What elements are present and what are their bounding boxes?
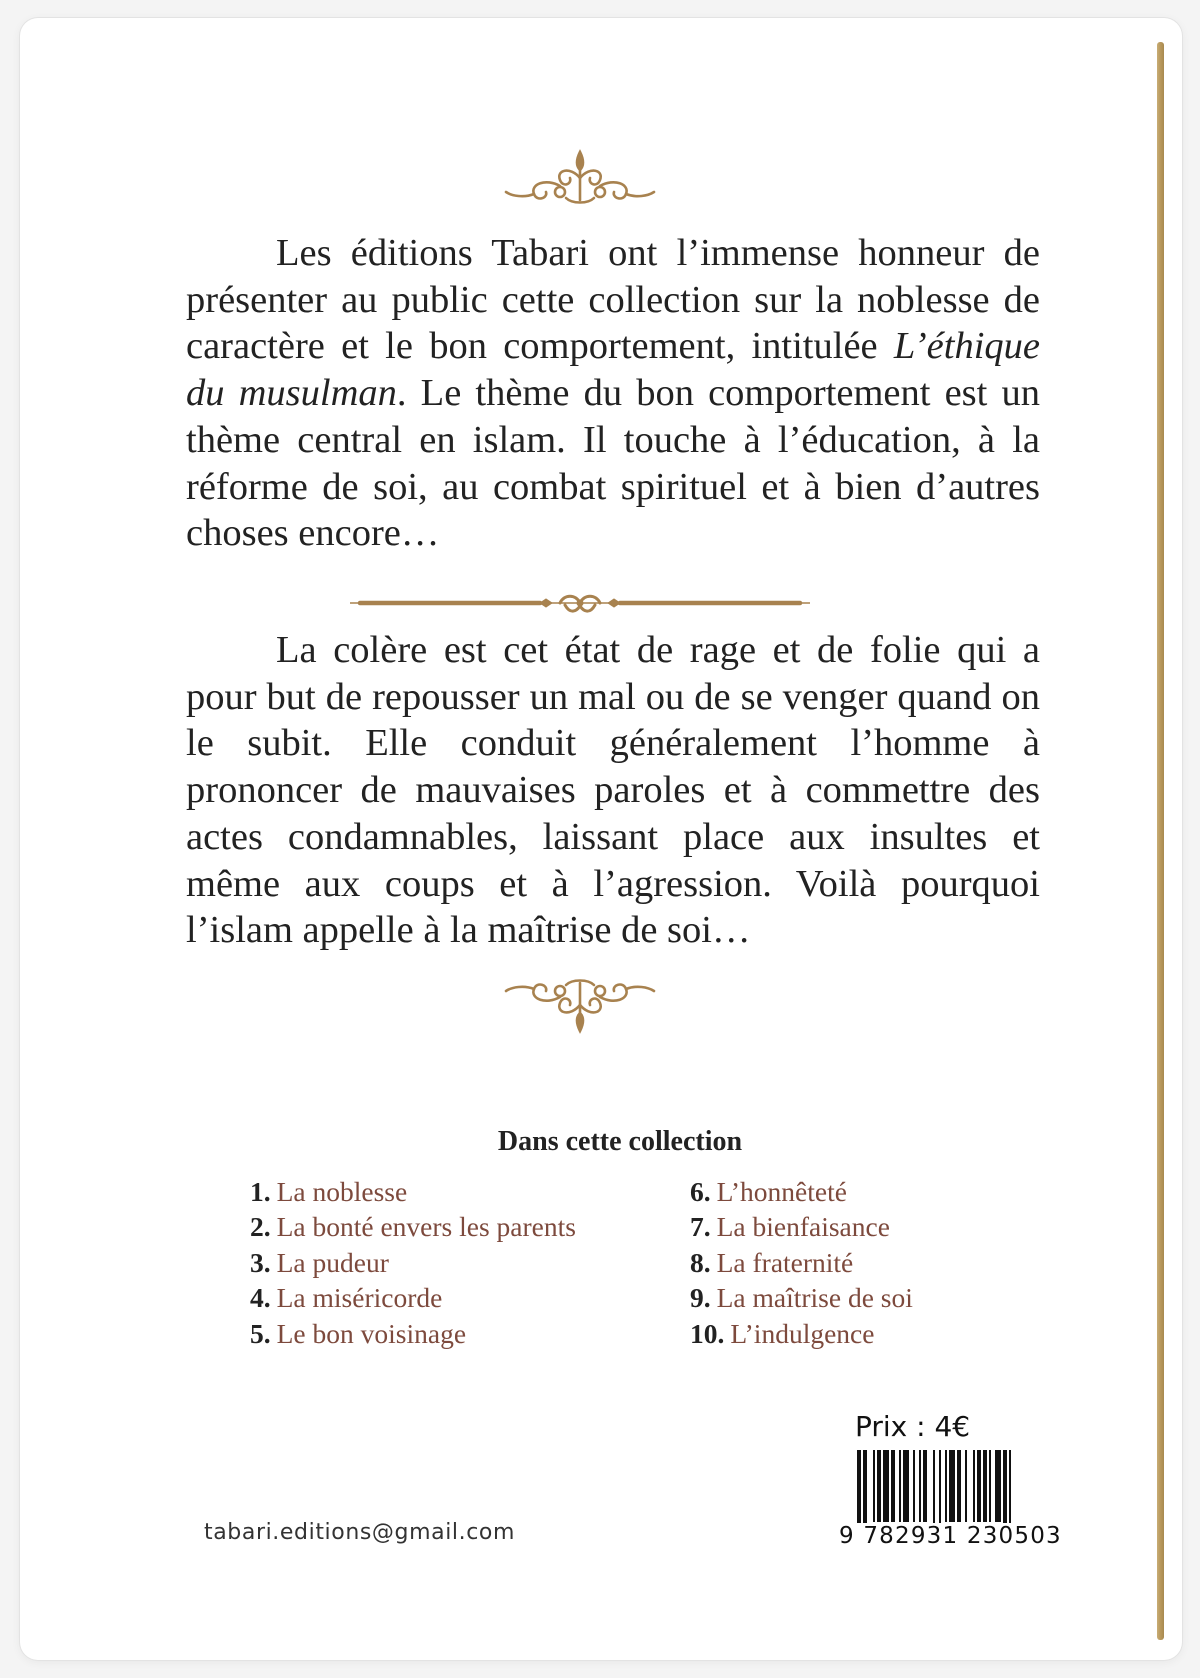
list-item-title: La pudeur xyxy=(276,1246,389,1278)
list-item-title: L’honnêteté xyxy=(716,1176,847,1207)
list-item xyxy=(690,1174,913,1209)
collection-list-left xyxy=(250,1174,576,1351)
list-item xyxy=(690,1280,913,1315)
list-item xyxy=(250,1209,576,1244)
list-item-number: 3. xyxy=(250,1246,271,1278)
intro-text-b: . Le thème du bon comportement est un thème central en islam. Il touche à l’éducation, à la réforme de soi, au combat spirituel et à bien d’autres choses encore… xyxy=(186,372,1040,555)
intro-paragraph xyxy=(186,230,1040,557)
list-item-number: 1. xyxy=(250,1176,271,1207)
intro-text-a: Les éditions Tabari ont l’immense honneur de présenter au public cette collection sur la noblesse de caractère et le bon comportement, intitulée xyxy=(186,232,1040,368)
list-item-number: 7. xyxy=(690,1211,711,1243)
book-back-cover xyxy=(20,18,1182,1660)
divider-rule-icon xyxy=(350,590,810,616)
list-item-number: 2. xyxy=(250,1211,271,1243)
list-item xyxy=(690,1245,913,1280)
flourish-bottom-icon xyxy=(500,973,660,1035)
list-item-title: La maîtrise de soi xyxy=(716,1282,913,1314)
collection-list-right xyxy=(690,1174,913,1351)
collection-title-italic: L’éthique du musulman xyxy=(186,325,1040,415)
list-item xyxy=(250,1280,576,1315)
contact-email: tabari.editions@gmail.com xyxy=(204,1520,516,1545)
list-item-title: Le bon voisinage xyxy=(276,1317,467,1349)
list-item-number: 8. xyxy=(690,1246,711,1278)
price-label: Prix : 4€ xyxy=(855,1410,971,1443)
list-item xyxy=(250,1245,576,1280)
list-item-title: La bienfaisance xyxy=(716,1211,890,1243)
list-item-title: La fraternité xyxy=(716,1246,854,1278)
list-item-title: La bonté envers les parents xyxy=(276,1211,576,1243)
list-item-title: La noblesse xyxy=(276,1176,408,1207)
body-paragraph: La colère est cet état de rage et de folie qui a pour but de repousser un mal ou de se venger quand on le subit. Elle conduit généralement l’homme à prononcer de mauvaises paroles et à commettre des actes condamnables, laissant place aux insultes et même aux coups et à l’agression. Voilà pourquoi l’islam appelle à la maîtrise de soi… xyxy=(186,629,1040,952)
list-item-title: La miséricorde xyxy=(276,1282,443,1314)
list-item-number: 10. xyxy=(690,1317,725,1349)
list-item xyxy=(690,1209,913,1244)
collection-heading: Dans cette collection xyxy=(497,1126,743,1157)
list-item xyxy=(250,1316,576,1351)
isbn-number: 9 782931 230503 xyxy=(839,1523,1062,1549)
list-item-number: 6. xyxy=(690,1176,711,1207)
list-item xyxy=(250,1174,576,1209)
flourish-top-icon xyxy=(500,148,660,208)
barcode xyxy=(855,1450,1069,1532)
list-item xyxy=(690,1316,913,1351)
list-item-number: 4. xyxy=(250,1282,271,1314)
list-item-number: 5. xyxy=(250,1317,271,1349)
list-item-title: L’indulgence xyxy=(730,1317,875,1349)
list-item-number: 9. xyxy=(690,1282,711,1314)
cover-spine-edge xyxy=(1157,42,1164,1640)
